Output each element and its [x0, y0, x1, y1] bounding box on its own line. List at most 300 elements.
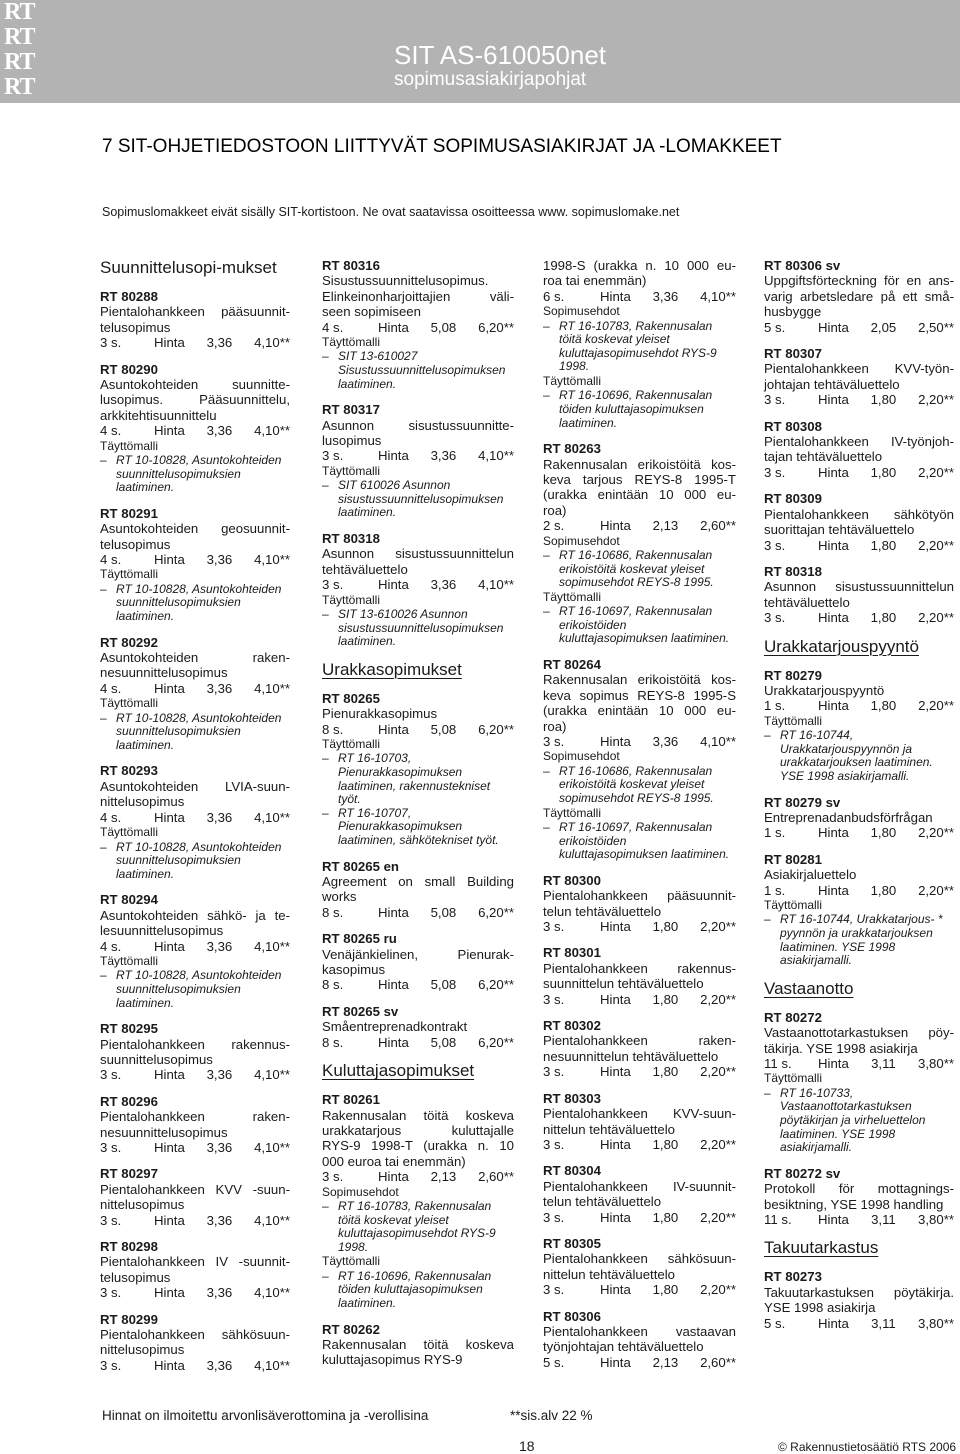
price-value [600, 1355, 736, 1370]
price-row [543, 1210, 736, 1225]
item-code: RT 80305 [543, 1235, 601, 1251]
reference-text: – RT 16-10703, Pienurakkasopimuksen laatiminen, rakennustekniset työt. [322, 752, 514, 806]
item-description: roa) [543, 718, 567, 734]
price-net: 3,36 [430, 577, 457, 593]
price-row [322, 1169, 514, 1184]
price-net: 3,36 [206, 423, 233, 439]
catalog-item [322, 691, 514, 848]
catalog-item [100, 1312, 290, 1374]
reference-text: – RT 16-10707, Pienurakkasopimuksen laatiminen, sähkötekniset työt. [322, 807, 514, 848]
item-code: RT 80281 [764, 851, 822, 867]
price-gross: 4,10** [700, 288, 736, 304]
price-gross: 2,60** [700, 1354, 736, 1370]
price-row [764, 1056, 954, 1071]
item-description: lesuunnittelusopimus [100, 923, 224, 939]
item-description: keva tarjous REYS-8 1995-T [543, 472, 736, 487]
price-row [100, 1213, 290, 1228]
price-net: 1,80 [652, 1064, 679, 1080]
item-code: RT 80290 [100, 361, 158, 377]
price-value [818, 465, 954, 480]
page-count: 3 s. [543, 1136, 565, 1152]
item-code: RT 80265 ru [322, 931, 397, 947]
price-gross: 4,10** [700, 734, 736, 750]
item-description: seen sopimiseen [322, 304, 421, 320]
price-net: 3,11 [871, 1211, 896, 1227]
item-code: RT 80273 [764, 1269, 822, 1285]
item-description: nittelusopimus [100, 794, 185, 810]
price-text: Hinta [154, 1139, 185, 1155]
price-net: 5,08 [430, 1034, 457, 1050]
item-code: RT 80264 [543, 657, 601, 672]
reference-text: – RT 16-10744, Urakkatarjous- * pyynnön ja urakkatarjouksen laatiminen. YSE 1998 asiakirjamalli. [764, 913, 954, 967]
page-count: 3 s. [100, 335, 122, 351]
page-count: 1 s. [764, 825, 786, 841]
price-text: Hinta [600, 919, 631, 935]
item-description: suunnittelusopimus [100, 1051, 213, 1067]
price-row [100, 681, 290, 696]
price-gross: 4,10** [254, 1067, 290, 1083]
price-value [600, 1137, 736, 1152]
price-row [764, 825, 954, 840]
item-description: täkirja. YSE 1998 asiakirja [764, 1040, 918, 1056]
catalog-item [100, 289, 290, 351]
intro-text: Sopimuslomakkeet eivät sisälly SIT-kortistoon. Ne ovat saatavissa osoitteessa www. sopimuslomake.net [102, 205, 680, 219]
reference-text: – RT 10-10828, Asuntokohteiden suunnittelusopimuksien laatiminen. [100, 969, 290, 1010]
price-net: 5,08 [430, 319, 457, 335]
item-description: Pientalohankkeen IV-suunnit- [543, 1178, 736, 1194]
price-row [543, 518, 736, 533]
price-text: Hinta [818, 464, 849, 480]
page-count: 3 s. [322, 1169, 344, 1185]
price-value [154, 810, 290, 825]
item-description: nesuunnittelusopimus [100, 1124, 228, 1140]
price-text: Hinta [154, 552, 185, 568]
price-row [543, 1282, 736, 1297]
price-net: 1,80 [652, 1136, 679, 1152]
catalog-item [543, 1163, 736, 1225]
price-net: 2,13 [430, 1169, 457, 1185]
item-description: telun tehtäväluettelo [543, 903, 662, 919]
price-row [322, 905, 514, 920]
item-description: Asunnon sisustussuunnittelun [764, 579, 954, 595]
price-value [600, 734, 736, 749]
price-value [154, 1358, 290, 1373]
price-net: 1,80 [652, 1282, 679, 1298]
price-row [322, 577, 514, 592]
item-description: nittelun tehtäväluettelo [543, 1266, 675, 1282]
price-value [154, 681, 290, 696]
item-code: RT 80265 sv [322, 1003, 399, 1019]
price-net: 1,80 [652, 991, 679, 1007]
catalog-item [764, 1269, 954, 1331]
reference-text: – SIT 13-610026 Asunnon sisustussuunnittelusopimuksen laatiminen. [322, 608, 514, 649]
row-label: Täyttömalli [322, 463, 381, 478]
item-description: Pientalohankkeen rakennus- [543, 960, 736, 976]
row-label: Täyttömalli [100, 696, 159, 711]
price-gross: 4,10** [254, 423, 290, 439]
page-count: 3 s. [543, 1282, 565, 1298]
page-number: 18 [519, 1438, 535, 1454]
page-count: 3 s. [100, 1212, 122, 1228]
price-row [322, 448, 514, 463]
price-text: Hinta [154, 938, 185, 954]
item-description: Protokoll för mottagnings- [764, 1181, 954, 1197]
item-description: arkkitehtisuunnittelu [100, 407, 217, 423]
reference-text: – RT 16-10686, Rakennusalan erikoistöitä koskevat yleiset sopimusehdot REYS-8 1995. [543, 549, 736, 590]
item-code: RT 80265 [322, 690, 380, 706]
row-label: Täyttömalli [100, 438, 159, 453]
catalog-item [100, 892, 290, 1010]
item-description: Asiakirjaluettelo [764, 867, 857, 883]
item-description: Asuntokohteiden sähkö- ja te- [100, 907, 290, 923]
price-gross: 4,10** [254, 1285, 290, 1301]
item-description: tajan tehtäväluettelo [764, 449, 883, 465]
item-code: RT 80300 [543, 872, 601, 888]
item-description: telun tehtäväluettelo [543, 1194, 662, 1210]
catalog-item [543, 945, 736, 1007]
price-row [764, 1212, 954, 1227]
item-code: RT 80265 en [322, 858, 399, 874]
item-description: urakkatarjous kuluttajalle [322, 1122, 514, 1138]
price-gross: 3,80** [918, 1055, 954, 1071]
section-heading: Vastaanotto [764, 978, 854, 998]
page-count: 5 s. [764, 1315, 786, 1331]
item-description: Vastaanottotarkastuksen pöy- [764, 1025, 954, 1041]
price-text: Hinta [378, 904, 409, 920]
page-count: 3 s. [543, 1209, 565, 1225]
price-net: 3,11 [871, 1315, 896, 1331]
reference-text: – RT 10-10828, Asuntokohteiden suunnittelusopimuksien laatiminen. [100, 583, 290, 624]
row-label: Täyttömalli [100, 567, 159, 582]
price-net: 5,08 [430, 904, 457, 920]
price-text: Hinta [818, 392, 849, 408]
item-code: RT 80306 sv [764, 258, 841, 273]
page-count: 3 s. [764, 537, 786, 553]
page-count: 3 s. [100, 1067, 122, 1083]
item-code: RT 80293 [100, 763, 158, 779]
price-text: Hinta [818, 698, 849, 714]
item-description: Pientalohankkeen IV -suunnit- [100, 1254, 290, 1270]
item-code: RT 80296 [100, 1093, 158, 1109]
item-description: Pientalohankkeen sähkösuun- [543, 1251, 736, 1267]
price-text: Hinta [600, 518, 631, 534]
price-row [100, 939, 290, 954]
item-description: Pientalohankkeen sähkötyön [764, 506, 954, 522]
price-text: Hinta [154, 423, 185, 439]
item-description: (urakka enintään 10 000 eu- [543, 703, 736, 719]
item-description: Asuntokohteiden raken- [100, 650, 290, 666]
reference-text: – RT 16-10783, Rakennusalan töitä koskevat yleiset kuluttajasopimusehdot RYS-9 1998. [322, 1200, 514, 1254]
item-description: husbygge [764, 304, 822, 320]
price-text: Hinta [818, 882, 849, 898]
price-value [600, 518, 736, 533]
item-description: suunnittelun tehtäväluettelo [543, 976, 704, 992]
price-text: Hinta [600, 1354, 631, 1370]
item-code: RT 80297 [100, 1166, 158, 1182]
catalog-item [322, 931, 514, 993]
price-gross: 2,20** [918, 610, 954, 626]
item-description: Asunnon sisustussuunnitte- [322, 417, 514, 433]
price-net: 3,36 [206, 680, 233, 696]
reference-text: – RT 16-10697, Rakennusalan erikoistöiden kuluttajasopimuksen laatiminen. [543, 821, 736, 862]
price-text: Hinta [600, 1136, 631, 1152]
item-code: RT 80279 [764, 667, 822, 683]
page-count: 8 s. [322, 721, 344, 737]
price-gross: 3,80** [918, 1315, 954, 1331]
price-text: Hinta [378, 1034, 409, 1050]
price-gross: 2,20** [700, 1136, 736, 1152]
page-count: 6 s. [543, 288, 565, 304]
catalog-item [100, 1094, 290, 1156]
price-row [543, 289, 736, 304]
section-heading: Urakkatarjouspyyntö [764, 636, 919, 656]
page-count: 4 s. [100, 552, 122, 568]
page-count: 8 s. [322, 977, 344, 993]
item-description: (urakka enintään 10 000 eu- [543, 487, 736, 503]
page-count: 2 s. [543, 518, 565, 534]
page-count: 4 s. [322, 319, 344, 335]
item-description: roa tai enemmän) [543, 273, 647, 289]
catalog-item [764, 491, 954, 553]
row-label: Täyttömalli [543, 589, 602, 604]
price-gross: 4,10** [254, 1357, 290, 1373]
page-count: 3 s. [322, 448, 344, 464]
price-row [100, 1285, 290, 1300]
row-label: Täyttömalli [100, 953, 159, 968]
price-text: Hinta [818, 1315, 849, 1331]
catalog-item [100, 1166, 290, 1228]
price-gross: 2,20** [918, 537, 954, 553]
item-description: Rakennusalan erikoistöitä kos- [543, 672, 736, 688]
price-value [154, 939, 290, 954]
price-value [154, 1285, 290, 1300]
reference-text: – RT 10-10828, Asuntokohteiden suunnittelusopimuksien laatiminen. [100, 712, 290, 753]
page-count: 3 s. [764, 464, 786, 480]
item-description: Rakennusalan töitä koskeva [322, 1107, 514, 1123]
price-text: Hinta [818, 1055, 849, 1071]
page-count: 3 s. [543, 991, 565, 1007]
item-description: Pientalohankkeen pääsuunnit- [100, 304, 290, 320]
section-heading: Urakkasopimukset [322, 659, 462, 679]
price-row [543, 919, 736, 934]
item-code: RT 80318 [764, 563, 822, 579]
reference-text: – RT 10-10828, Asuntokohteiden suunnittelusopimuksien laatiminen. [100, 841, 290, 882]
item-code: RT 80294 [100, 892, 158, 908]
section-heading: Takuutarkastus [764, 1238, 879, 1258]
price-value [378, 977, 514, 992]
item-description: nesuunnittelusopimus [100, 665, 228, 681]
price-net: 3,36 [206, 552, 233, 568]
price-gross: 4,10** [478, 448, 514, 464]
reference-text: – RT 16-10696, Rakennusalan töiden kuluttajasopimuksen laatiminen. [543, 389, 736, 430]
item-description: Uppgiftsförteckning för en ans- [764, 273, 954, 289]
item-code: RT 80318 [322, 531, 380, 547]
price-gross: 6,20** [478, 904, 514, 920]
page-count: 3 s. [322, 577, 344, 593]
page-count: 8 s. [322, 904, 344, 920]
item-code: RT 80316 [322, 258, 380, 273]
price-net: 1,80 [870, 698, 897, 714]
page-count: 3 s. [764, 392, 786, 408]
price-net: 5,08 [430, 977, 457, 993]
item-description: 000 euroa tai enemmän) [322, 1153, 466, 1169]
price-row [100, 335, 290, 350]
price-value [818, 1212, 954, 1227]
item-description: kasopimus [322, 962, 386, 978]
reference-text: – RT 10-10828, Asuntokohteiden suunnittelusopimuksien laatiminen. [100, 454, 290, 495]
item-description: johtajan tehtäväluettelo [764, 376, 900, 392]
price-gross: 6,20** [478, 319, 514, 335]
price-value [600, 919, 736, 934]
price-value [818, 392, 954, 407]
catalog-item [100, 635, 290, 753]
item-description: varig arbetsledare på ett små- [764, 288, 954, 304]
item-description: Asuntokohteiden suunnitte- [100, 377, 290, 393]
vat-note: **sis.alv 22 % [510, 1408, 593, 1423]
column-2 [322, 258, 514, 1379]
price-value [154, 335, 290, 350]
item-code: RT 80295 [100, 1021, 158, 1037]
item-description: Pientalohankkeen vastaavan [543, 1323, 736, 1339]
catalog-item [543, 258, 736, 430]
item-description: Sisustussuunnittelusopimus. [322, 273, 489, 289]
catalog-item [543, 657, 736, 862]
price-text: Hinta [600, 734, 631, 750]
price-note: Hinnat on ilmoitettu arvonlisäverottomina ja -verollisina [102, 1408, 429, 1423]
price-gross: 4,10** [254, 1139, 290, 1155]
price-gross: 4,10** [254, 938, 290, 954]
item-code: RT 80303 [543, 1090, 601, 1106]
price-net: 2,13 [652, 1354, 679, 1370]
item-code: RT 80304 [543, 1163, 601, 1179]
catalog-item [322, 258, 514, 391]
price-text: Hinta [600, 288, 631, 304]
item-description: työnjohtajan tehtäväluettelo [543, 1339, 704, 1355]
price-gross: 2,20** [918, 464, 954, 480]
item-code: RT 80291 [100, 505, 158, 521]
price-text: Hinta [154, 680, 185, 696]
price-gross: 2,50** [918, 319, 954, 335]
price-row [543, 1355, 736, 1370]
price-gross: 4,10** [254, 335, 290, 351]
item-description: Entreprenadanbudsförfrågan [764, 809, 933, 825]
price-row [100, 1358, 290, 1373]
page-count: 5 s. [543, 1354, 565, 1370]
item-description: Rakennusalan töitä koskeva [322, 1336, 514, 1352]
item-description: Pientalohankkeen KVV-suun- [543, 1106, 736, 1122]
chapter-heading: 7 SIT-OHJETIEDOSTOON LIITTYVÄT SOPIMUSASIAKIRJAT JA -LOMAKKEET [102, 136, 782, 157]
catalog-item [543, 441, 736, 646]
price-row [100, 1140, 290, 1155]
page-count: 3 s. [764, 610, 786, 626]
catalog-item [764, 258, 954, 335]
price-text: Hinta [378, 448, 409, 464]
item-code: RT 80272 [764, 1009, 822, 1025]
item-description: Asuntokohteiden LVIA-suun- [100, 778, 290, 794]
price-gross: 6,20** [478, 721, 514, 737]
catalog-item [322, 859, 514, 921]
price-value [378, 577, 514, 592]
page-count: 4 s. [100, 680, 122, 696]
item-description: telusopimus [100, 319, 171, 335]
item-description: lusopimus [322, 433, 382, 449]
row-label: Täyttömalli [543, 805, 602, 820]
price-gross: 6,20** [478, 977, 514, 993]
price-value [154, 1140, 290, 1155]
price-net: 1,80 [870, 464, 897, 480]
price-value [378, 905, 514, 920]
item-description: suorittajan tehtäväluettelo [764, 522, 915, 538]
row-label: Sopimusehdot [543, 533, 620, 548]
item-code: RT 80302 [543, 1018, 601, 1034]
catalog-item [764, 419, 954, 481]
document-subtitle: sopimusasiakirjapohjat [394, 69, 587, 90]
item-description: Asunnon sisustussuunnittelun [322, 546, 514, 562]
item-description: Pienurakkasopimus [322, 706, 438, 722]
catalog-item [322, 1004, 514, 1050]
price-text: Hinta [600, 1064, 631, 1080]
item-description: RYS-9 1998-T (urakka n. 10 [322, 1138, 514, 1154]
price-row [100, 423, 290, 438]
item-code: RT 80263 [543, 441, 601, 457]
price-net: 3,36 [206, 809, 233, 825]
catalog-item [322, 1322, 514, 1368]
catalog-item [764, 795, 954, 841]
page-count: 3 s. [100, 1357, 122, 1373]
price-net: 1,80 [870, 392, 897, 408]
price-text: Hinta [378, 577, 409, 593]
price-gross: 2,20** [918, 698, 954, 714]
catalog-item [543, 1018, 736, 1080]
price-text: Hinta [818, 825, 849, 841]
reference-text: – RT 16-10783, Rakennusalan töitä koskevat yleiset kuluttajasopimusehdot RYS-9 1998. [543, 320, 736, 374]
row-label: Sopimusehdot [543, 304, 620, 319]
item-description: Pientalohankkeen IV-työnjoh- [764, 434, 954, 450]
price-row [543, 734, 736, 749]
price-row [764, 1316, 954, 1331]
price-net: 3,11 [871, 1055, 896, 1071]
catalog-item [764, 668, 954, 784]
price-value [600, 289, 736, 304]
item-description: YSE 1998 asiakirja [764, 1300, 876, 1316]
page-count: 3 s. [543, 919, 565, 935]
catalog-item [543, 873, 736, 935]
row-label: Täyttömalli [764, 713, 823, 728]
price-gross: 2,20** [700, 919, 736, 935]
price-row [543, 1064, 736, 1079]
price-row [543, 992, 736, 1007]
item-code: RT 80308 [764, 418, 822, 434]
page-count: 1 s. [764, 698, 786, 714]
page-count: 3 s. [100, 1285, 122, 1301]
item-description: nittelusopimus [100, 1197, 185, 1213]
column-1 [100, 258, 290, 1384]
price-net: 3,36 [430, 448, 457, 464]
item-description: Urakkatarjouspyyntö [764, 682, 885, 698]
price-net: 1,80 [870, 610, 897, 626]
column-3 [543, 258, 736, 1381]
price-row [764, 392, 954, 407]
price-value [600, 1210, 736, 1225]
item-description: Pientalohankkeen sähkösuun- [100, 1327, 290, 1342]
price-gross: 2,20** [700, 1282, 736, 1298]
item-code: RT 80262 [322, 1321, 380, 1337]
price-gross: 2,20** [700, 991, 736, 1007]
row-label: Täyttömalli [543, 374, 602, 388]
item-description: works [322, 889, 357, 905]
item-description: Asuntokohteiden geosuunnit- [100, 521, 290, 537]
header-band [0, 0, 960, 103]
